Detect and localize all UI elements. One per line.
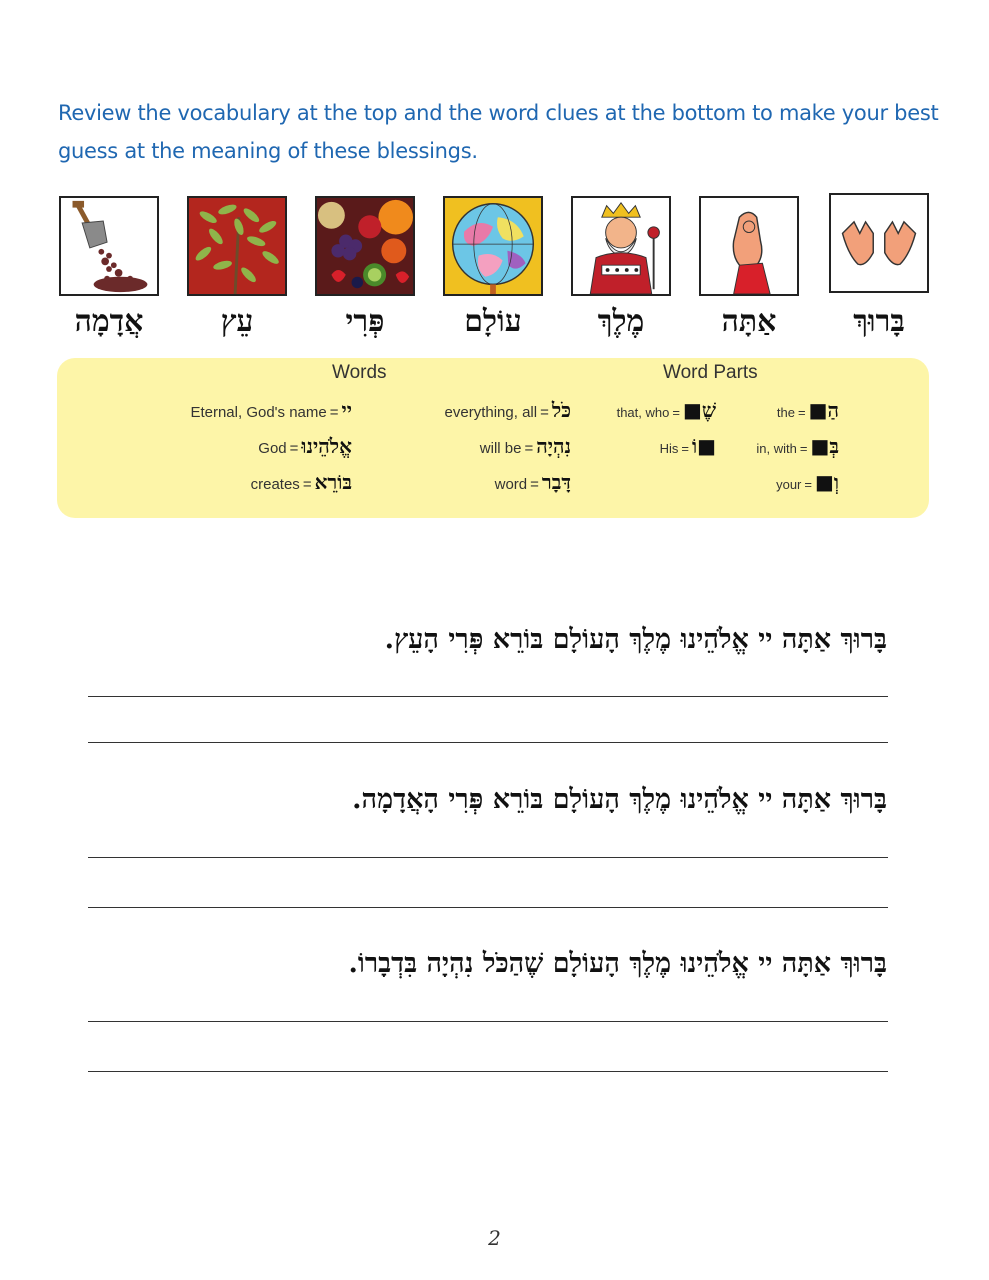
word-part-entry: the = הַ■	[776, 398, 839, 422]
shovel-with-soil-image	[59, 196, 159, 296]
word-part-entry: your = וְ■	[776, 470, 839, 494]
blessing-sentence: בָּרוּךְ אַתָּה יי אֱלֹהֵינוּ מֶלֶךְ הָעוֹלָם בּוֹרֵא פְּרִי הָאֲדָמָה.	[352, 784, 887, 815]
vocab-word-adamah: אֲדָמָה	[74, 304, 144, 339]
answer-line[interactable]	[88, 1071, 888, 1072]
king-image	[571, 196, 671, 296]
word-entry: will be = נִהְיָה	[479, 434, 571, 458]
blessing-sentence: בָּרוּךְ אַתָּה יי אֱלֹהֵינוּ מֶלֶךְ הָעוֹלָם בּוֹרֵא פְּרִי הָעֵץ.	[384, 624, 887, 655]
vocab-word-pri: פְּרִי	[345, 304, 385, 339]
word-entry: God = אֱלֹהֵינוּ	[258, 434, 352, 458]
vocab-word-olam: עוֹלָם	[464, 304, 522, 339]
blessing-hands-image	[829, 193, 929, 293]
vocab-word-atah: אַתָּה	[721, 304, 777, 339]
instructions-text: Review the vocabulary at the top and the word clues at the bottom to make your best guess at the meaning of these blessings.	[58, 101, 939, 163]
fruit-image	[315, 196, 415, 296]
answer-line[interactable]	[88, 696, 888, 697]
answer-line[interactable]	[88, 1021, 888, 1022]
answer-line[interactable]	[88, 742, 888, 743]
vocab-word-melech: מֶלֶךְ	[597, 304, 645, 339]
words-heading: Words	[332, 362, 387, 383]
word-entry: word = דָּבָר	[494, 470, 571, 494]
word-entry: Eternal, God's name = יי	[190, 398, 352, 422]
answer-line[interactable]	[88, 907, 888, 908]
word-clues-panel	[57, 358, 929, 518]
vocab-word-etz: עֵץ	[220, 304, 254, 339]
word-part-entry: in, with = בְּ■	[756, 434, 839, 458]
blessing-sentence: בָּרוּךְ אַתָּה יי אֱלֹהֵינוּ מֶלֶךְ הָעוֹלָם שֶׁהַכֹּל נִהְיָה בִּדְבָרוֹ.	[348, 948, 887, 979]
tree-leaves-image	[187, 196, 287, 296]
word-part-entry: that, who = שֶׁ■	[616, 398, 716, 422]
word-part-entry: His = ■וֹ	[659, 434, 716, 458]
page-number: 2	[488, 1226, 501, 1250]
pointing-hand-image	[699, 196, 799, 296]
word-entry: everything, all = כֹּל	[444, 398, 571, 422]
word-entry: creates = בּוֹרֵא	[250, 470, 352, 494]
globe-image	[443, 196, 543, 296]
vocab-word-baruch: בָּרוּךְ	[853, 304, 905, 339]
answer-line[interactable]	[88, 857, 888, 858]
word-parts-heading: Word Parts	[663, 362, 758, 383]
